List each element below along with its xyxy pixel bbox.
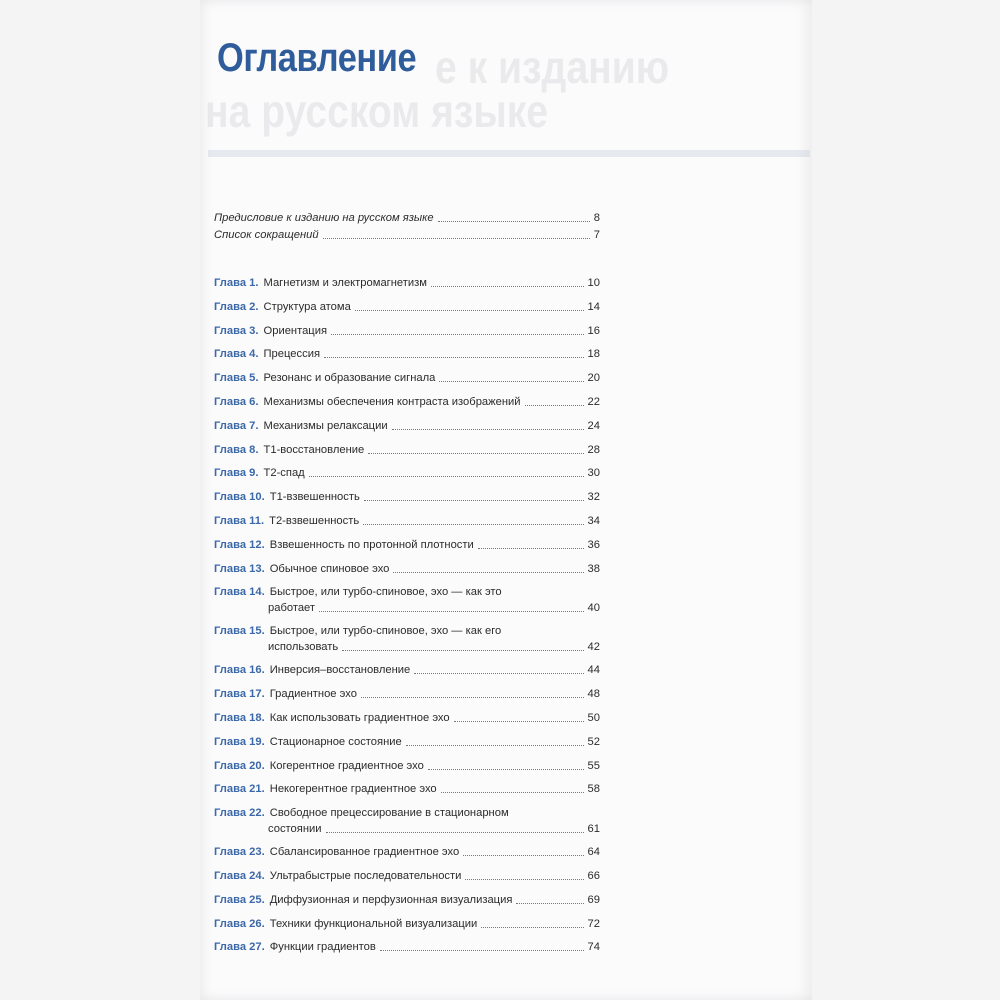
chapter-entry[interactable] xyxy=(214,868,600,884)
page-number: 20 xyxy=(587,372,600,385)
page-number: 24 xyxy=(587,419,600,432)
leader-dots xyxy=(481,927,583,928)
entry-line xyxy=(214,418,600,434)
chapter-number: Глава 1. xyxy=(214,277,259,289)
page-number: 10 xyxy=(587,277,600,289)
page-number: 14 xyxy=(587,300,600,313)
entry-title-continued: состоянии xyxy=(268,823,322,836)
page-number: 55 xyxy=(587,759,600,772)
page-number: 50 xyxy=(587,712,600,724)
chapter-number: Глава 17. xyxy=(214,688,265,701)
leader-dots xyxy=(342,650,583,651)
chapter-number: Глава 13. xyxy=(214,562,265,575)
chapter-entry[interactable] xyxy=(214,844,600,860)
front-matter-entry[interactable] xyxy=(214,210,600,226)
entry-line xyxy=(214,442,600,458)
page-number: 8 xyxy=(593,212,600,224)
chapter-entry[interactable] xyxy=(214,939,600,955)
leader-dots xyxy=(525,405,584,406)
entry-line xyxy=(214,892,600,908)
entry-title: Ультрабыстрые последовательности xyxy=(269,870,462,882)
leader-dots xyxy=(331,334,584,335)
page-number: 28 xyxy=(587,443,600,456)
chapter-number: Глава 6. xyxy=(214,396,259,408)
leader-dots xyxy=(438,221,590,222)
chapter-number: Глава 24. xyxy=(214,870,265,882)
entry-line xyxy=(214,868,600,884)
entry-title: Т2-взвешенность xyxy=(269,515,360,527)
chapter-entry[interactable] xyxy=(214,686,600,702)
chapter-entry[interactable] xyxy=(214,299,600,315)
page-number: 36 xyxy=(587,538,600,551)
chapter-number: Глава 2. xyxy=(214,300,259,313)
chapter-entry[interactable] xyxy=(214,584,600,616)
chapter-number: Глава 7. xyxy=(214,419,259,432)
page-number: 7 xyxy=(593,229,600,241)
leader-dots xyxy=(323,238,590,239)
page-number: 42 xyxy=(587,641,600,654)
chapter-number: Глава 26. xyxy=(214,917,265,930)
chapter-entry[interactable] xyxy=(214,710,600,726)
entry-line xyxy=(214,227,600,243)
entry-title: Магнетизм и электромагнетизм xyxy=(263,277,427,289)
entry-line xyxy=(214,710,600,726)
chapter-entry[interactable] xyxy=(214,892,600,908)
entry-title: Стационарное состояние xyxy=(269,735,402,748)
chapter-number: Глава 3. xyxy=(214,324,259,337)
entry-title: Техники функциональной визуализации xyxy=(269,917,478,930)
bleed-through-rule xyxy=(208,150,810,157)
entry-line xyxy=(214,939,600,955)
entry-line-continued xyxy=(214,600,600,616)
entry-title: Быстрое, или турбо-спиновое, эхо — как это xyxy=(269,586,502,599)
chapter-number: Глава 11. xyxy=(214,515,265,527)
chapter-number: Глава 27. xyxy=(214,941,265,954)
entry-line xyxy=(214,537,600,553)
entry-title: Т1-взвешенность xyxy=(269,491,360,504)
entry-line xyxy=(214,916,600,932)
leader-dots xyxy=(368,453,583,454)
entry-title-continued: использовать xyxy=(268,641,339,654)
chapter-entry[interactable] xyxy=(214,513,600,529)
entry-line xyxy=(214,275,600,291)
leader-dots xyxy=(454,721,584,722)
chapter-entry[interactable] xyxy=(214,561,600,577)
chapter-entry[interactable] xyxy=(214,916,600,932)
entry-line xyxy=(214,734,600,750)
page-number: 52 xyxy=(587,735,600,748)
leader-dots xyxy=(380,950,584,951)
chapter-entry[interactable] xyxy=(214,623,600,655)
page-number: 72 xyxy=(587,917,600,930)
entry-line xyxy=(214,465,600,481)
bleed-through-heading-line1: е к изданию xyxy=(435,41,670,93)
chapter-entry[interactable] xyxy=(214,734,600,750)
entry-title: Градиентное эхо xyxy=(269,688,357,701)
chapter-entry[interactable] xyxy=(214,537,600,553)
leader-dots xyxy=(326,832,584,833)
entry-title: Функции градиентов xyxy=(269,941,376,954)
leader-dots xyxy=(319,611,584,612)
leader-dots xyxy=(431,286,584,287)
entry-title: Диффузионная и перфузионная визуализация xyxy=(269,893,513,906)
entry-line xyxy=(214,623,600,639)
leader-dots xyxy=(406,745,584,746)
chapter-number: Глава 10. xyxy=(214,491,265,504)
leader-dots xyxy=(463,855,583,856)
chapter-number: Глава 16. xyxy=(214,664,265,677)
bleed-through-heading-line2: на русском языке xyxy=(205,85,549,137)
leader-dots xyxy=(516,903,583,904)
chapter-entry[interactable] xyxy=(214,370,600,386)
entry-title: Резонанс и образование сигнала xyxy=(263,372,436,385)
chapter-entry[interactable] xyxy=(214,275,600,291)
entry-title: Инверсия–восстановление xyxy=(269,664,411,677)
leader-dots xyxy=(439,381,583,382)
entry-title: Взвешенность по протонной плотности xyxy=(269,538,474,551)
entry-line xyxy=(214,662,600,678)
chapter-entry[interactable] xyxy=(214,489,600,505)
entry-title-continued: работает xyxy=(268,602,316,615)
entry-title: Механизмы обеспечения контраста изображений xyxy=(263,396,521,408)
chapter-number: Глава 12. xyxy=(214,538,265,551)
entry-title: Свободное прецессирование в стационарном xyxy=(269,807,509,820)
entry-line xyxy=(214,686,600,702)
entry-title: Предисловие к изданию на русском языке xyxy=(214,212,434,224)
page-number: 64 xyxy=(587,846,600,859)
chapter-number: Глава 23. xyxy=(214,846,265,859)
chapter-number: Глава 8. xyxy=(214,443,259,456)
entry-line xyxy=(214,394,600,410)
chapter-entry[interactable] xyxy=(214,781,600,797)
entry-title: Прецессия xyxy=(263,348,320,361)
page-number: 48 xyxy=(587,688,600,701)
page-number: 18 xyxy=(587,348,600,361)
chapter-number: Глава 9. xyxy=(214,467,259,480)
entry-line xyxy=(214,346,600,362)
leader-dots xyxy=(309,476,584,477)
leader-dots xyxy=(392,429,584,430)
page-number: 40 xyxy=(587,602,600,615)
leader-dots xyxy=(364,500,584,501)
entry-title: Т2-спад xyxy=(263,467,305,480)
entry-line xyxy=(214,781,600,797)
entry-line xyxy=(214,561,600,577)
leader-dots xyxy=(363,524,583,525)
leader-dots xyxy=(441,792,584,793)
entry-line-continued xyxy=(214,639,600,655)
chapter-entry[interactable] xyxy=(214,394,600,410)
leader-dots xyxy=(361,697,584,698)
chapter-entry[interactable] xyxy=(214,465,600,481)
leader-dots xyxy=(465,879,583,880)
leader-dots xyxy=(428,769,584,770)
chapter-number: Глава 4. xyxy=(214,348,259,361)
leader-dots xyxy=(478,548,584,549)
chapter-number: Глава 18. xyxy=(214,712,265,724)
leader-dots xyxy=(393,572,583,573)
page-number: 58 xyxy=(587,783,600,796)
chapter-number: Глава 21. xyxy=(214,783,265,796)
page-number: 16 xyxy=(587,324,600,337)
page-number: 22 xyxy=(587,396,600,408)
chapter-number: Глава 22. xyxy=(214,807,265,820)
entry-line xyxy=(214,323,600,339)
page-number: 66 xyxy=(587,870,600,882)
entry-line xyxy=(214,805,600,821)
chapter-number: Глава 20. xyxy=(214,759,265,772)
entry-line xyxy=(214,584,600,600)
page-number: 30 xyxy=(587,467,600,480)
front-matter-entry[interactable] xyxy=(214,227,600,243)
entry-line xyxy=(214,370,600,386)
chapter-entry[interactable] xyxy=(214,758,600,774)
entry-line xyxy=(214,210,600,226)
chapter-number: Глава 25. xyxy=(214,893,265,906)
entry-title: Список сокращений xyxy=(214,229,319,241)
leader-dots xyxy=(414,673,583,674)
chapter-number: Глава 5. xyxy=(214,372,259,385)
entry-title: Некогерентное градиентное эхо xyxy=(269,783,437,796)
page-number: 74 xyxy=(587,941,600,954)
page-title: Оглавление xyxy=(217,36,417,80)
chapter-entry[interactable] xyxy=(214,805,600,837)
page-number: 61 xyxy=(587,823,600,836)
page-number: 32 xyxy=(587,491,600,504)
chapter-number: Глава 15. xyxy=(214,625,265,638)
entry-line xyxy=(214,844,600,860)
entry-title: Ориентация xyxy=(263,324,328,337)
entry-title: Обычное спиновое эхо xyxy=(269,562,390,575)
entry-title: Быстрое, или турбо-спиновое, эхо — как его xyxy=(269,625,502,638)
leader-dots xyxy=(355,310,584,311)
page-number: 34 xyxy=(587,515,600,527)
entry-title: Т1-восстановление xyxy=(263,443,365,456)
entry-title: Структура атома xyxy=(263,300,351,313)
chapter-entry[interactable] xyxy=(214,662,600,678)
leader-dots xyxy=(324,357,584,358)
page-number: 44 xyxy=(587,664,600,677)
page-number: 69 xyxy=(587,893,600,906)
entry-title: Когерентное градиентное эхо xyxy=(269,759,424,772)
entry-title: Как использовать градиентное эхо xyxy=(269,712,450,724)
chapter-entry[interactable] xyxy=(214,346,600,362)
chapter-number: Глава 19. xyxy=(214,735,265,748)
chapter-number: Глава 14. xyxy=(214,586,265,599)
chapter-entry[interactable] xyxy=(214,418,600,434)
chapter-entry[interactable] xyxy=(214,323,600,339)
entry-line xyxy=(214,758,600,774)
entry-line xyxy=(214,299,600,315)
entry-line xyxy=(214,513,600,529)
entry-line-continued xyxy=(214,821,600,837)
entry-line xyxy=(214,489,600,505)
entry-title: Механизмы релаксации xyxy=(263,419,388,432)
entry-title: Сбалансированное градиентное эхо xyxy=(269,846,460,859)
page-number: 38 xyxy=(587,562,600,575)
chapter-entry[interactable] xyxy=(214,442,600,458)
